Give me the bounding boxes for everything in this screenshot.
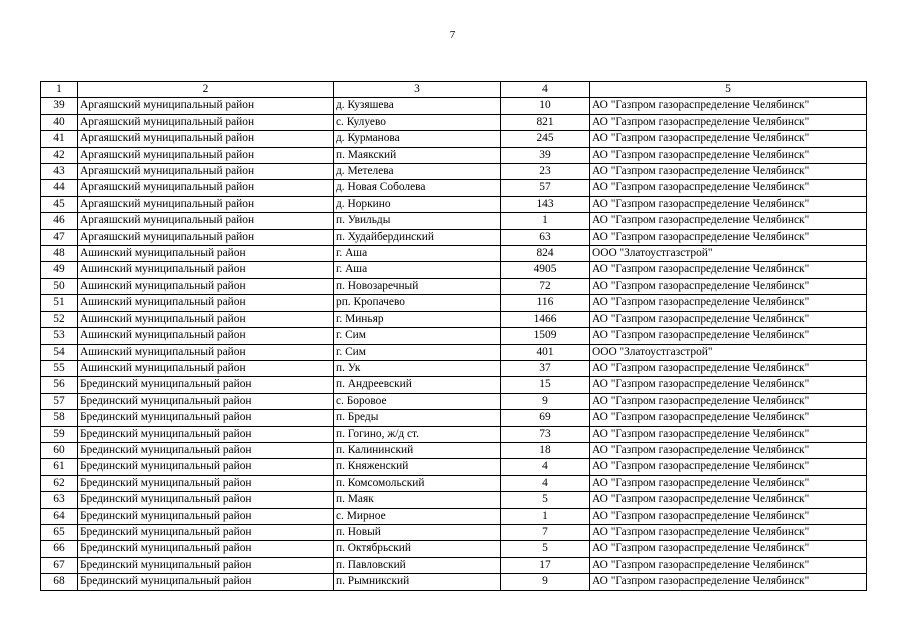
district-cell: Брединский муниципальный район <box>78 393 334 409</box>
settlement-cell: г. Сим <box>334 344 501 360</box>
district-cell: Брединский муниципальный район <box>78 574 334 590</box>
quantity-cell: 72 <box>501 278 590 294</box>
settlement-cell: рп. Кропачево <box>334 295 501 311</box>
table-row <box>41 311 867 327</box>
quantity-cell: 401 <box>501 344 590 360</box>
table-row <box>41 475 867 491</box>
settlement-cell: г. Аша <box>334 262 501 278</box>
district-cell: Брединский муниципальный район <box>78 492 334 508</box>
district-cell: Аргаяшский муниципальный район <box>78 98 334 114</box>
organization-cell: АО "Газпром газораспределение Челябинск" <box>590 229 867 245</box>
district-cell: Ашинский муниципальный район <box>78 262 334 278</box>
district-cell: Брединский муниципальный район <box>78 508 334 524</box>
row-number-cell: 54 <box>41 344 78 360</box>
settlement-cell: д. Норкино <box>334 196 501 212</box>
district-cell: Брединский муниципальный район <box>78 475 334 491</box>
settlement-cell: с. Кулуево <box>334 114 501 130</box>
quantity-cell: 63 <box>501 229 590 245</box>
table-row <box>41 524 867 540</box>
quantity-cell: 37 <box>501 360 590 376</box>
quantity-cell: 245 <box>501 131 590 147</box>
organization-cell: ООО "Златоустгазстрой" <box>590 344 867 360</box>
quantity-cell: 821 <box>501 114 590 130</box>
table-row <box>41 459 867 475</box>
district-cell: Ашинский муниципальный район <box>78 295 334 311</box>
district-cell: Брединский муниципальный район <box>78 459 334 475</box>
settlement-cell: п. Новозаречный <box>334 278 501 294</box>
quantity-cell: 1509 <box>501 328 590 344</box>
quantity-cell: 57 <box>501 180 590 196</box>
settlement-cell: п. Худайбердинский <box>334 229 501 245</box>
district-cell: Брединский муниципальный район <box>78 524 334 540</box>
district-cell: Аргаяшский муниципальный район <box>78 229 334 245</box>
district-cell: Брединский муниципальный район <box>78 541 334 557</box>
settlement-cell: п. Комсомольский <box>334 475 501 491</box>
district-cell: Ашинский муниципальный район <box>78 360 334 376</box>
table-row <box>41 377 867 393</box>
district-cell: Брединский муниципальный район <box>78 377 334 393</box>
settlement-cell: п. Павловский <box>334 557 501 573</box>
table-row <box>41 557 867 573</box>
table-row <box>41 213 867 229</box>
organization-cell: АО "Газпром газораспределение Челябинск" <box>590 410 867 426</box>
settlement-cell: п. Рымникский <box>334 574 501 590</box>
district-cell: Аргаяшский муниципальный район <box>78 147 334 163</box>
row-number-cell: 50 <box>41 278 78 294</box>
row-number-cell: 42 <box>41 147 78 163</box>
gas-distribution-table <box>40 81 867 591</box>
organization-cell: АО "Газпром газораспределение Челябинск" <box>590 98 867 114</box>
row-number-cell: 47 <box>41 229 78 245</box>
table-row <box>41 147 867 163</box>
settlement-cell: д. Метелева <box>334 164 501 180</box>
table-row <box>41 131 867 147</box>
organization-cell: АО "Газпром газораспределение Челябинск" <box>590 524 867 540</box>
organization-cell: АО "Газпром газораспределение Челябинск" <box>590 541 867 557</box>
district-cell: Брединский муниципальный район <box>78 442 334 458</box>
organization-cell: АО "Газпром газораспределение Челябинск" <box>590 164 867 180</box>
table-row <box>41 541 867 557</box>
row-number-cell: 56 <box>41 377 78 393</box>
row-number-cell: 63 <box>41 492 78 508</box>
quantity-cell: 824 <box>501 246 590 262</box>
organization-cell: АО "Газпром газораспределение Челябинск" <box>590 196 867 212</box>
quantity-cell: 7 <box>501 524 590 540</box>
table-row <box>41 98 867 114</box>
settlement-cell: п. Княженский <box>334 459 501 475</box>
organization-cell: АО "Газпром газораспределение Челябинск" <box>590 508 867 524</box>
quantity-cell: 1466 <box>501 311 590 327</box>
organization-cell: ООО "Златоустгазстрой" <box>590 246 867 262</box>
row-number-cell: 55 <box>41 360 78 376</box>
quantity-cell: 5 <box>501 541 590 557</box>
column-header-quantity: 4 <box>501 82 590 98</box>
quantity-cell: 4 <box>501 459 590 475</box>
quantity-cell: 9 <box>501 393 590 409</box>
settlement-cell: п. Увильды <box>334 213 501 229</box>
district-cell: Аргаяшский муниципальный район <box>78 164 334 180</box>
district-cell: Аргаяшский муниципальный район <box>78 114 334 130</box>
quantity-cell: 15 <box>501 377 590 393</box>
organization-cell: АО "Газпром газораспределение Челябинск" <box>590 311 867 327</box>
settlement-cell: п. Ук <box>334 360 501 376</box>
quantity-cell: 9 <box>501 574 590 590</box>
settlement-cell: г. Сим <box>334 328 501 344</box>
district-cell: Аргаяшский муниципальный район <box>78 213 334 229</box>
table-row <box>41 393 867 409</box>
quantity-cell: 17 <box>501 557 590 573</box>
row-number-cell: 53 <box>41 328 78 344</box>
settlement-cell: п. Калининский <box>334 442 501 458</box>
row-number-cell: 67 <box>41 557 78 573</box>
row-number-cell: 48 <box>41 246 78 262</box>
row-number-cell: 59 <box>41 426 78 442</box>
organization-cell: АО "Газпром газораспределение Челябинск" <box>590 557 867 573</box>
table-row <box>41 229 867 245</box>
organization-cell: АО "Газпром газораспределение Челябинск" <box>590 442 867 458</box>
table-row <box>41 328 867 344</box>
quantity-cell: 1 <box>501 508 590 524</box>
quantity-cell: 10 <box>501 98 590 114</box>
settlement-cell: п. Маякский <box>334 147 501 163</box>
table-row <box>41 180 867 196</box>
district-cell: Брединский муниципальный район <box>78 557 334 573</box>
table-row <box>41 344 867 360</box>
table-row <box>41 508 867 524</box>
quantity-cell: 143 <box>501 196 590 212</box>
organization-cell: АО "Газпром газораспределение Челябинск" <box>590 278 867 294</box>
quantity-cell: 116 <box>501 295 590 311</box>
row-number-cell: 57 <box>41 393 78 409</box>
settlement-cell: с. Боровое <box>334 393 501 409</box>
organization-cell: АО "Газпром газораспределение Челябинск" <box>590 475 867 491</box>
column-header-district: 2 <box>78 82 334 98</box>
table-row <box>41 246 867 262</box>
row-number-cell: 66 <box>41 541 78 557</box>
quantity-cell: 18 <box>501 442 590 458</box>
table-row <box>41 426 867 442</box>
district-cell: Брединский муниципальный район <box>78 426 334 442</box>
organization-cell: АО "Газпром газораспределение Челябинск" <box>590 262 867 278</box>
table-row <box>41 410 867 426</box>
quantity-cell: 73 <box>501 426 590 442</box>
quantity-cell: 23 <box>501 164 590 180</box>
quantity-cell: 5 <box>501 492 590 508</box>
column-header-number: 1 <box>41 82 78 98</box>
quantity-cell: 69 <box>501 410 590 426</box>
row-number-cell: 40 <box>41 114 78 130</box>
district-cell: Ашинский муниципальный район <box>78 246 334 262</box>
row-number-cell: 62 <box>41 475 78 491</box>
table-row <box>41 196 867 212</box>
table-row <box>41 164 867 180</box>
row-number-cell: 61 <box>41 459 78 475</box>
settlement-cell: п. Маяк <box>334 492 501 508</box>
column-header-settlement: 3 <box>334 82 501 98</box>
organization-cell: АО "Газпром газораспределение Челябинск" <box>590 295 867 311</box>
quantity-cell: 4905 <box>501 262 590 278</box>
organization-cell: АО "Газпром газораспределение Челябинск" <box>590 492 867 508</box>
row-number-cell: 68 <box>41 574 78 590</box>
settlement-cell: д. Кузяшева <box>334 98 501 114</box>
column-header-organization: 5 <box>590 82 867 98</box>
quantity-cell: 1 <box>501 213 590 229</box>
row-number-cell: 41 <box>41 131 78 147</box>
row-number-cell: 64 <box>41 508 78 524</box>
settlement-cell: п. Бреды <box>334 410 501 426</box>
row-number-cell: 46 <box>41 213 78 229</box>
table-row <box>41 574 867 590</box>
organization-cell: АО "Газпром газораспределение Челябинск" <box>590 393 867 409</box>
row-number-cell: 43 <box>41 164 78 180</box>
organization-cell: АО "Газпром газораспределение Челябинск" <box>590 180 867 196</box>
settlement-cell: с. Мирное <box>334 508 501 524</box>
settlement-cell: п. Андреевский <box>334 377 501 393</box>
organization-cell: АО "Газпром газораспределение Челябинск" <box>590 574 867 590</box>
settlement-cell: д. Новая Соболева <box>334 180 501 196</box>
table-row <box>41 360 867 376</box>
district-cell: Ашинский муниципальный район <box>78 344 334 360</box>
organization-cell: АО "Газпром газораспределение Челябинск" <box>590 114 867 130</box>
organization-cell: АО "Газпром газораспределение Челябинск" <box>590 328 867 344</box>
district-cell: Ашинский муниципальный район <box>78 311 334 327</box>
table-row <box>41 492 867 508</box>
row-number-cell: 52 <box>41 311 78 327</box>
settlement-cell: п. Новый <box>334 524 501 540</box>
organization-cell: АО "Газпром газораспределение Челябинск" <box>590 131 867 147</box>
district-cell: Аргаяшский муниципальный район <box>78 196 334 212</box>
table-row <box>41 442 867 458</box>
organization-cell: АО "Газпром газораспределение Челябинск" <box>590 213 867 229</box>
row-number-cell: 49 <box>41 262 78 278</box>
row-number-cell: 51 <box>41 295 78 311</box>
table-row <box>41 278 867 294</box>
quantity-cell: 39 <box>501 147 590 163</box>
district-cell: Аргаяшский муниципальный район <box>78 131 334 147</box>
table-row <box>41 262 867 278</box>
row-number-cell: 65 <box>41 524 78 540</box>
settlement-cell: п. Октябрьский <box>334 541 501 557</box>
organization-cell: АО "Газпром газораспределение Челябинск" <box>590 459 867 475</box>
district-cell: Аргаяшский муниципальный район <box>78 180 334 196</box>
settlement-cell: г. Аша <box>334 246 501 262</box>
settlement-cell: г. Миньяр <box>334 311 501 327</box>
row-number-cell: 45 <box>41 196 78 212</box>
organization-cell: АО "Газпром газораспределение Челябинск" <box>590 426 867 442</box>
organization-cell: АО "Газпром газораспределение Челябинск" <box>590 360 867 376</box>
district-cell: Ашинский муниципальный район <box>78 328 334 344</box>
settlement-cell: п. Гогино, ж/д ст. <box>334 426 501 442</box>
table-row <box>41 114 867 130</box>
row-number-cell: 58 <box>41 410 78 426</box>
organization-cell: АО "Газпром газораспределение Челябинск" <box>590 377 867 393</box>
row-number-cell: 39 <box>41 98 78 114</box>
settlement-cell: д. Курманова <box>334 131 501 147</box>
organization-cell: АО "Газпром газораспределение Челябинск" <box>590 147 867 163</box>
table-row <box>41 295 867 311</box>
table-header-row <box>41 82 867 98</box>
page-number: 7 <box>449 29 456 41</box>
district-cell: Брединский муниципальный район <box>78 410 334 426</box>
row-number-cell: 44 <box>41 180 78 196</box>
quantity-cell: 4 <box>501 475 590 491</box>
row-number-cell: 60 <box>41 442 78 458</box>
district-cell: Ашинский муниципальный район <box>78 278 334 294</box>
